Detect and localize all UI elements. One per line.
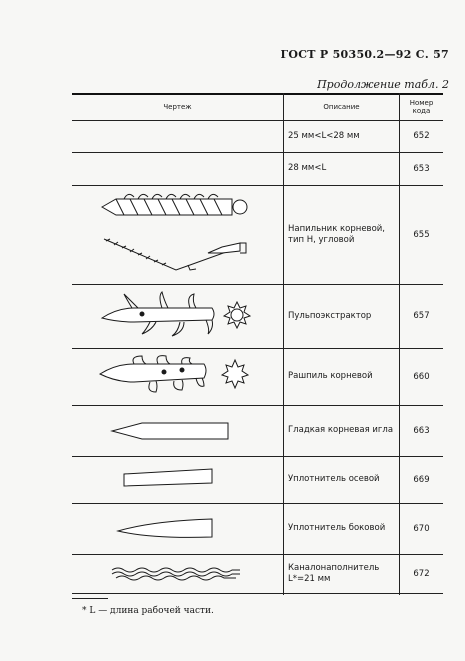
row-description: Каналонаполнитель L*=21 мм (288, 562, 380, 584)
footnote: * L — длина рабочей части. (82, 606, 214, 616)
row-description: Напильник корневой, тип Н, угловой (288, 223, 385, 245)
row-code: 660 (413, 371, 430, 382)
pulp-extractor-drawing (72, 284, 282, 348)
row-code: 655 (413, 229, 430, 240)
row-code: 653 (413, 163, 430, 174)
row-description: 28 мм<L (288, 163, 327, 173)
row-code: 670 (413, 523, 430, 534)
row-description: Гладкая корневая игла (288, 425, 394, 435)
row-description: Уплотнитель боковой (288, 523, 386, 533)
row-code: 657 (413, 311, 430, 321)
col-code-header: Номер кода (409, 98, 434, 115)
row-code: 652 (413, 131, 430, 141)
root-rasp-drawing (72, 348, 282, 405)
row-description: Пульпоэкстрактор (288, 310, 372, 321)
col-description-header: Описание (323, 102, 360, 111)
table-continuation: Продолжение табл. 2 (317, 78, 449, 91)
row-description: Рашпиль корневой (288, 371, 373, 381)
canal-filler-drawing (72, 554, 282, 593)
smooth-root-needle-drawing (72, 405, 282, 456)
tools-table (72, 93, 443, 595)
root-file-drawing (72, 185, 282, 284)
row-description: Уплотнитель осевой (288, 474, 380, 484)
col-drawing-header: Чертеж (163, 102, 192, 111)
footnote-rule (72, 598, 108, 599)
row-code: 672 (413, 568, 430, 579)
row-description: 25 мм<L<28 мм (288, 130, 360, 141)
row-code: 669 (413, 474, 430, 485)
page-header: ГОСТ Р 50350.2—92 С. 57 (280, 48, 449, 61)
lateral-condenser-drawing (72, 503, 282, 554)
row-code: 663 (413, 425, 430, 436)
axial-condenser-drawing (72, 456, 282, 503)
